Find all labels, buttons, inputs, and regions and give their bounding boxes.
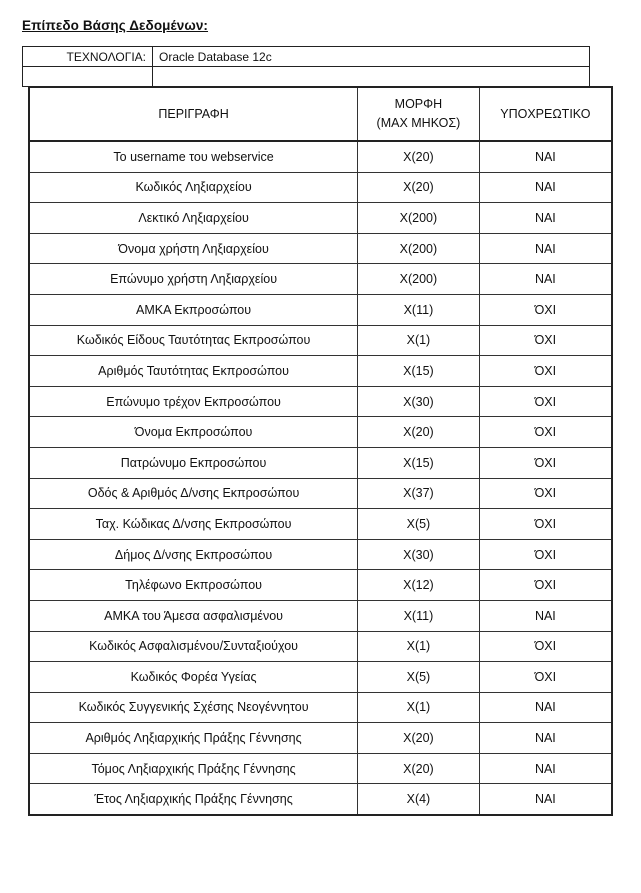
cell-description: Τόμος Ληξιαρχικής Πράξης Γέννησης	[29, 753, 358, 784]
cell-description: Το username του webservice	[29, 141, 358, 172]
technology-label: ΤΕΧΝΟΛΟΓΙΑ:	[23, 47, 153, 67]
technology-empty-label	[23, 67, 153, 87]
cell-format: X(200)	[358, 203, 480, 234]
table-row	[29, 203, 612, 234]
cell-required: ΝΑΙ	[479, 692, 612, 723]
cell-format: X(15)	[358, 447, 480, 478]
table-row	[29, 723, 612, 754]
cell-description: Οδός & Αριθμός Δ/νσης Εκπροσώπου	[29, 478, 358, 509]
cell-required: ΝΑΙ	[479, 203, 612, 234]
table-row	[29, 417, 612, 448]
cell-format: X(1)	[358, 325, 480, 356]
cell-required: ΌΧΙ	[479, 570, 612, 601]
technology-empty-value	[153, 67, 590, 87]
table-row	[29, 539, 612, 570]
cell-description: Επώνυμο χρήστη Ληξιαρχείου	[29, 264, 358, 295]
cell-required: ΌΧΙ	[479, 386, 612, 417]
cell-description: Κωδικός Ασφαλισμένου/Συνταξιούχου	[29, 631, 358, 662]
cell-description: ΑΜΚΑ Εκπροσώπου	[29, 294, 358, 325]
cell-description: Κωδικός Φορέα Υγείας	[29, 662, 358, 693]
table-row	[29, 325, 612, 356]
cell-description: Τηλέφωνο Εκπροσώπου	[29, 570, 358, 601]
cell-format: X(11)	[358, 600, 480, 631]
cell-format: X(30)	[358, 386, 480, 417]
table-row	[29, 264, 612, 295]
table-row	[29, 631, 612, 662]
cell-format: X(5)	[358, 509, 480, 540]
header-format-line2: (MAX ΜΗΚΟΣ)	[376, 116, 461, 130]
technology-table	[22, 46, 590, 87]
cell-description: Όνομα χρήστη Ληξιαρχείου	[29, 233, 358, 264]
cell-required: ΌΧΙ	[479, 325, 612, 356]
cell-format: X(1)	[358, 631, 480, 662]
table-row	[29, 600, 612, 631]
fields-header-row	[29, 87, 612, 141]
cell-format: X(20)	[358, 753, 480, 784]
cell-required: ΌΧΙ	[479, 509, 612, 540]
cell-required: ΌΧΙ	[479, 447, 612, 478]
cell-description: Δήμος Δ/νσης Εκπροσώπου	[29, 539, 358, 570]
cell-format: X(20)	[358, 141, 480, 172]
table-row	[29, 570, 612, 601]
cell-format: X(12)	[358, 570, 480, 601]
cell-required: ΝΑΙ	[479, 233, 612, 264]
cell-description: Κωδικός Ληξιαρχείου	[29, 172, 358, 203]
cell-required: ΌΧΙ	[479, 539, 612, 570]
table-row	[29, 294, 612, 325]
header-required: ΥΠΟΧΡΕΩΤΙΚΟ	[479, 87, 612, 141]
cell-required: ΌΧΙ	[479, 478, 612, 509]
cell-format: X(20)	[358, 417, 480, 448]
table-row	[29, 141, 612, 172]
cell-required: ΝΑΙ	[479, 141, 612, 172]
cell-required: ΌΧΙ	[479, 417, 612, 448]
technology-value: Oracle Database 12c	[153, 47, 590, 67]
table-row	[29, 784, 612, 815]
table-row	[29, 386, 612, 417]
header-format	[358, 87, 480, 141]
cell-description: Αριθμός Ληξιαρχικής Πράξης Γέννησης	[29, 723, 358, 754]
table-row	[29, 509, 612, 540]
header-description: ΠΕΡΙΓΡΑΦΗ	[29, 87, 358, 141]
cell-required: ΌΧΙ	[479, 631, 612, 662]
header-format-line1: ΜΟΡΦΗ	[394, 97, 443, 111]
cell-required: ΝΑΙ	[479, 600, 612, 631]
cell-format: X(37)	[358, 478, 480, 509]
cell-format: X(15)	[358, 356, 480, 387]
cell-required: ΝΑΙ	[479, 172, 612, 203]
table-row	[29, 233, 612, 264]
cell-required: ΌΧΙ	[479, 294, 612, 325]
fields-table	[28, 86, 613, 816]
cell-description: Πατρώνυμο Εκπροσώπου	[29, 447, 358, 478]
table-row	[29, 447, 612, 478]
cell-format: X(20)	[358, 172, 480, 203]
cell-description: Ταχ. Κώδικας Δ/νσης Εκπροσώπου	[29, 509, 358, 540]
cell-format: X(200)	[358, 264, 480, 295]
cell-description: Έτος Ληξιαρχικής Πράξης Γέννησης	[29, 784, 358, 815]
cell-description: Αριθμός Ταυτότητας Εκπροσώπου	[29, 356, 358, 387]
cell-description: Επώνυμο τρέχον Εκπροσώπου	[29, 386, 358, 417]
cell-format: X(4)	[358, 784, 480, 815]
table-row	[29, 662, 612, 693]
table-row	[29, 478, 612, 509]
table-row	[29, 692, 612, 723]
cell-required: ΌΧΙ	[479, 356, 612, 387]
cell-description: Κωδικός Είδους Ταυτότητας Εκπροσώπου	[29, 325, 358, 356]
page-heading: Επίπεδο Βάσης Δεδομένων:	[22, 18, 209, 33]
cell-format: X(30)	[358, 539, 480, 570]
cell-required: ΝΑΙ	[479, 784, 612, 815]
cell-format: X(20)	[358, 723, 480, 754]
cell-required: ΌΧΙ	[479, 662, 612, 693]
cell-description: ΑΜΚΑ του Άμεσα ασφαλισμένου	[29, 600, 358, 631]
cell-description: Όνομα Εκπροσώπου	[29, 417, 358, 448]
table-row	[29, 172, 612, 203]
cell-format: X(11)	[358, 294, 480, 325]
cell-required: ΝΑΙ	[479, 723, 612, 754]
technology-empty-row	[23, 67, 590, 87]
cell-required: ΝΑΙ	[479, 264, 612, 295]
cell-format: X(200)	[358, 233, 480, 264]
cell-format: X(1)	[358, 692, 480, 723]
cell-description: Λεκτικό Ληξιαρχείου	[29, 203, 358, 234]
cell-format: X(5)	[358, 662, 480, 693]
cell-description: Κωδικός Συγγενικής Σχέσης Νεογέννητου	[29, 692, 358, 723]
cell-required: ΝΑΙ	[479, 753, 612, 784]
table-row	[29, 356, 612, 387]
table-row	[29, 753, 612, 784]
technology-row	[23, 47, 590, 67]
